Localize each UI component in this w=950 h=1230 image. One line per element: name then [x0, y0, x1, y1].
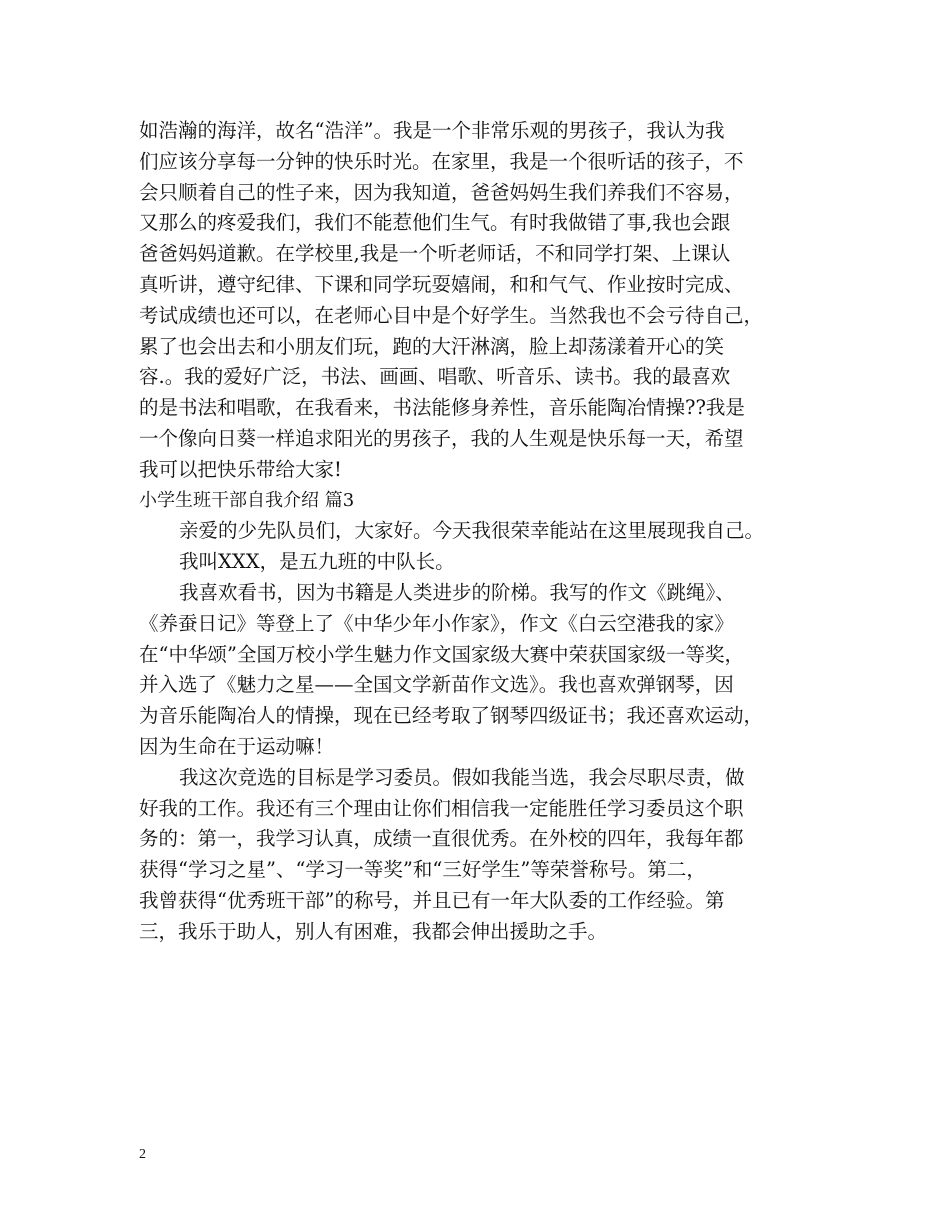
text-line: 获得“学习之星”、“学习一等奖”和“三好学生”等荣誉称号。第二，	[139, 858, 706, 882]
paragraph-hobbies	[139, 578, 829, 763]
text-line: 真听讲，遵守纪律、下课和同学玩耍嬉闹，和和气气、作业按时完成、	[139, 272, 744, 296]
text-line: 在“中华颂”全国万校小学生魅力作文国家级大赛中荣获国家级一等奖，	[139, 642, 744, 666]
text-line: 爸爸妈妈道歉。在学校里,我是一个听老师话，不和同学打架、上课认	[139, 242, 731, 266]
greeting-line: 亲爱的少先队员们，大家好。今天我很荣幸能站在这里展现我自己。	[179, 519, 765, 543]
text-line: 三，我乐于助人，别人有困难，我都会伸出援助之手。	[139, 919, 608, 943]
text-line: 为音乐能陶冶人的情操，现在已经考取了钢琴四级证书；我还喜欢运动，	[139, 704, 764, 728]
text-line: 我可以把快乐带给大家!	[139, 457, 342, 481]
text-line: 因为生命在于运动嘛！	[139, 734, 335, 758]
text-line: 一个像向日葵一样追求阳光的男孩子，我的人生观是快乐每一天，希望	[139, 426, 744, 450]
intro-line: 我叫XXX，是五九班的中队长。	[179, 550, 455, 574]
text-line: 并入选了《魅力之星——全国文学新苗作文选》。我也喜欢弹钢琴，因	[139, 673, 734, 697]
text-line: 如浩瀚的海洋，故名“浩洋”。我是一个非常乐观的男孩子，我认为我	[139, 119, 725, 142]
text-line: 又那么的疼爱我们，我们不能惹他们生气。有时我做错了事,我也会跟	[139, 211, 731, 235]
text-line: 考试成绩也还可以，在老师心目中是个好学生。当然我也不会亏待自己，	[139, 303, 764, 327]
document-body	[139, 116, 829, 948]
text-line: 的是书法和唱歌，在我看来，书法能修身养性，音乐能陶冶情操??我是	[139, 396, 745, 420]
text-line: 容.。我的爱好广泛，书法、画画、唱歌、听音乐、读书。我的最喜欢	[139, 365, 731, 389]
paragraph-goal	[139, 763, 829, 948]
text-line: 累了也会出去和小朋友们玩，跑的大汗淋漓，脸上却荡漾着开心的笑	[139, 334, 725, 358]
text-line: 我曾获得“优秀班干部”的称号，并且已有一年大队委的工作经验。第	[139, 888, 725, 912]
section-heading: 小学生班干部自我介绍 篇3	[139, 489, 355, 511]
text-line: 会只顺着自己的性子来，因为我知道，爸爸妈妈生我们养我们不容易，	[139, 180, 744, 204]
text-line: 《养蚕日记》等登上了《中华少年小作家》，作文《白云空港我的家》	[139, 611, 734, 635]
paragraph-1	[139, 116, 829, 486]
text-line: 好我的工作。我还有三个理由让你们相信我一定能胜任学习委员这个职	[139, 796, 744, 820]
text-line: 务的：第一，我学习认真，成绩一直很优秀。在外校的四年，我每年都	[139, 827, 744, 851]
text-line: 们应该分享每一分钟的快乐时光。在家里，我是一个很听话的孩子，不	[139, 149, 744, 173]
text-line: 我喜欢看书，因为书籍是人类进步的阶梯。我写的作文《跳绳》、	[179, 580, 735, 604]
page-number: 2	[139, 1147, 146, 1162]
text-line: 我这次竞选的目标是学习委员。假如我能当选，我会尽职尽责，做	[179, 765, 745, 789]
